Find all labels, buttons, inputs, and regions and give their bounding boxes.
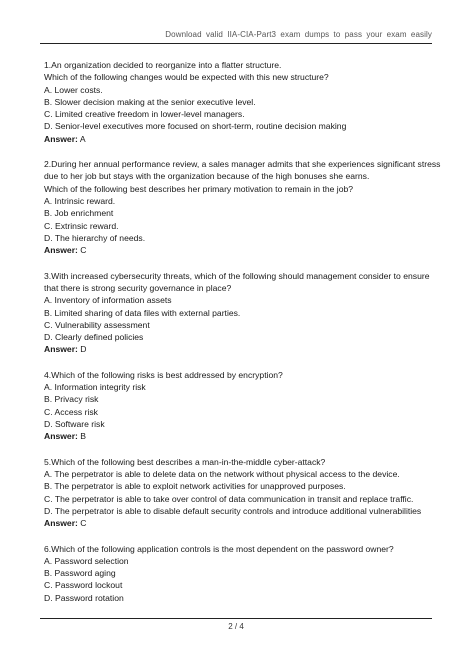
answer-line: [44, 430, 444, 442]
option-b: B. Password aging: [44, 568, 116, 579]
option-d: D. Software risk: [44, 419, 105, 429]
answer-line: [44, 244, 444, 256]
option-d: D. The perpetrator is able to disable default security controls and introduce additional vulnerabilities: [44, 505, 422, 516]
option-c: C. Extrinsic reward.: [44, 220, 119, 231]
answer-label: Answer:: [44, 518, 78, 529]
answer-value: D: [80, 344, 87, 355]
question-list: [44, 59, 444, 617]
option-a: A. Inventory of information assets: [44, 295, 172, 306]
answer-line: [44, 343, 444, 355]
header-text: Download valid IIA-CIA-Part3 exam dumps to pass your exam easily: [165, 30, 432, 39]
answer-value: B: [80, 431, 87, 442]
option-a: A. Information integrity risk: [44, 382, 146, 393]
question-stem: Which of the following changes would be expected with this new structure?: [44, 72, 329, 83]
option-c: C. Password lockout: [44, 580, 123, 591]
option-b: B. Slower decision making at the senior executive level.: [44, 96, 256, 107]
option-c: C. The perpetrator is able to take over control of data communication in transit and replace traffic.: [44, 493, 414, 504]
option-b: B. Job enrichment: [44, 208, 114, 219]
answer-label: Answer:: [44, 245, 78, 256]
option-c: C. Access risk: [44, 406, 98, 417]
answer-label: Answer:: [44, 133, 78, 144]
page-number: 2 / 4: [228, 622, 244, 631]
option-c: C. Limited creative freedom in lower-level managers.: [44, 109, 245, 120]
question-6: [44, 543, 444, 604]
option-a: A. Intrinsic reward.: [44, 196, 116, 207]
answer-value: C: [80, 245, 87, 256]
question-stem: due to her job but stays with the organization because of the high bonuses she earns.: [44, 171, 370, 182]
option-d: D. The hierarchy of needs.: [44, 232, 146, 243]
question-stem: 2.During her annual performance review, a sales manager admits that she experiences significant stress: [44, 159, 441, 170]
question-stem: 6.Which of the following application controls is the most dependent on the password owner?: [44, 543, 394, 554]
option-a: A. The perpetrator is able to delete data on the network without physical access to the device.: [44, 468, 400, 479]
question-4: [44, 369, 444, 443]
answer-label: Answer:: [44, 344, 78, 355]
option-c: C. Vulnerability assessment: [44, 319, 150, 330]
page-footer: [40, 618, 432, 631]
question-stem: that there is strong security governance in place?: [44, 282, 232, 293]
question-stem: 5.Which of the following best describes a man-in-the-middle cyber-attack?: [44, 456, 326, 467]
option-b: B. The perpetrator is able to exploit network activities for unapproved purposes.: [44, 481, 346, 492]
answer-value: A: [79, 133, 86, 144]
question-5: [44, 456, 444, 530]
option-d: D. Password rotation: [44, 592, 124, 603]
option-b: B. Limited sharing of data files with external parties.: [44, 307, 241, 318]
question-stem: 3.With increased cybersecurity threats, which of the following should management consider to ensure: [44, 270, 430, 281]
page-header: [40, 30, 432, 44]
answer-line: [44, 133, 444, 145]
answer-value: C: [80, 518, 87, 529]
question-3: [44, 270, 444, 356]
option-a: A. Password selection: [44, 555, 129, 566]
option-b: B. Privacy risk: [44, 394, 99, 405]
question-2: [44, 158, 444, 256]
question-stem: 4.Which of the following risks is best addressed by encryption?: [44, 369, 283, 380]
answer-label: Answer:: [44, 431, 78, 442]
option-a: A. Lower costs.: [44, 84, 103, 95]
question-stem: Which of the following best describes her primary motivation to remain in the job?: [44, 183, 354, 194]
option-d: D. Clearly defined policies: [44, 332, 144, 343]
question-1: [44, 59, 444, 145]
option-d: D. Senior-level executives more focused on short-term, routine decision making: [44, 121, 347, 132]
answer-line: [44, 517, 444, 529]
question-stem: 1.An organization decided to reorganize into a flatter structure.: [44, 60, 282, 70]
